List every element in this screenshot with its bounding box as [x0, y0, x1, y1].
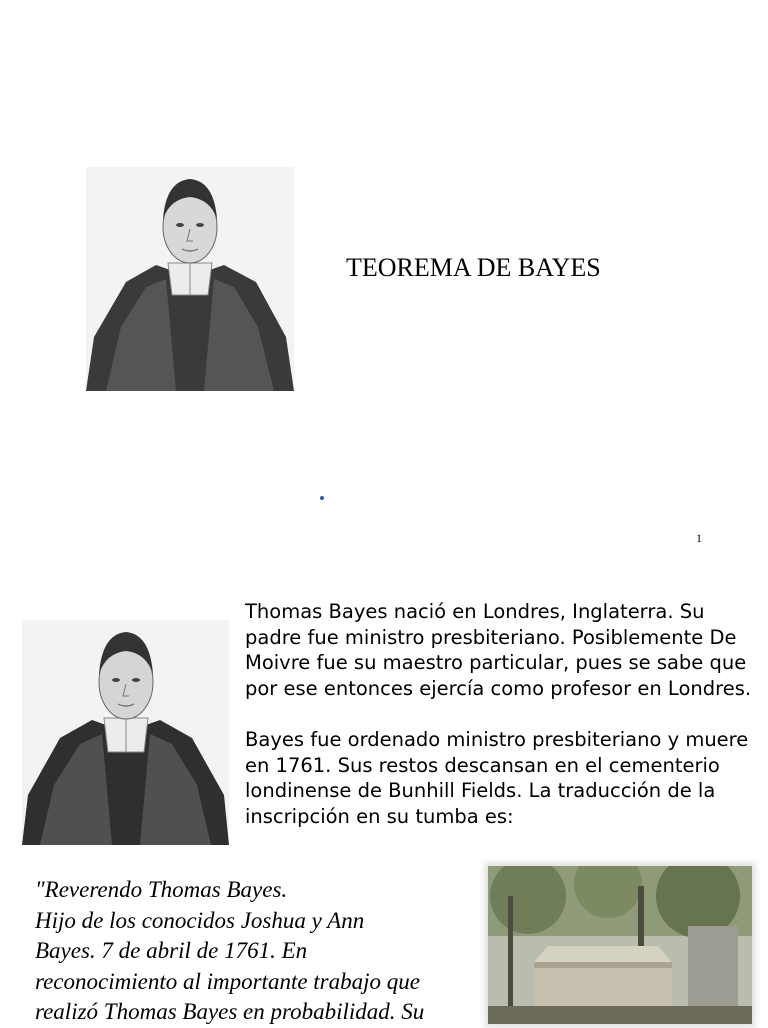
slide-title: TEOREMA DE BAYES — [346, 253, 601, 282]
bullet-dot — [320, 496, 324, 500]
bayes-tomb-photo — [488, 866, 752, 1024]
bio-paragraph: Bayes fue ordenado ministro presbiteriano y muere en 1761. Sus restos descansan en el cementerio londinense de Bunhill Fields. La traducción de la inscripción en su tumba es: — [245, 727, 749, 828]
quote-line: "Reverendo Thomas Bayes. — [35, 877, 288, 902]
page-number: 1 — [696, 531, 702, 545]
quote-line: Bayes. 7 de abril de 1761. En — [35, 938, 308, 963]
thomas-bayes-portrait — [86, 167, 294, 391]
quote-line: realizó Thomas Bayes en probabilidad. Su — [35, 999, 425, 1024]
biography-text — [245, 599, 755, 829]
thomas-bayes-portrait-small — [22, 620, 229, 845]
quote-line: Hijo de los conocidos Joshua y Ann — [35, 907, 365, 933]
quote-line: reconocimiento al importante trabajo que — [35, 968, 420, 994]
tomb-inscription-quote — [35, 875, 480, 1028]
bio-paragraph: Thomas Bayes nació en Londres, Inglaterra. Su padre fue ministro presbiteriano. Posiblemente De Moivre fue su maestro particular, pues se sabe que por ese entonces ejercía como profesor en Londres. — [245, 600, 752, 700]
